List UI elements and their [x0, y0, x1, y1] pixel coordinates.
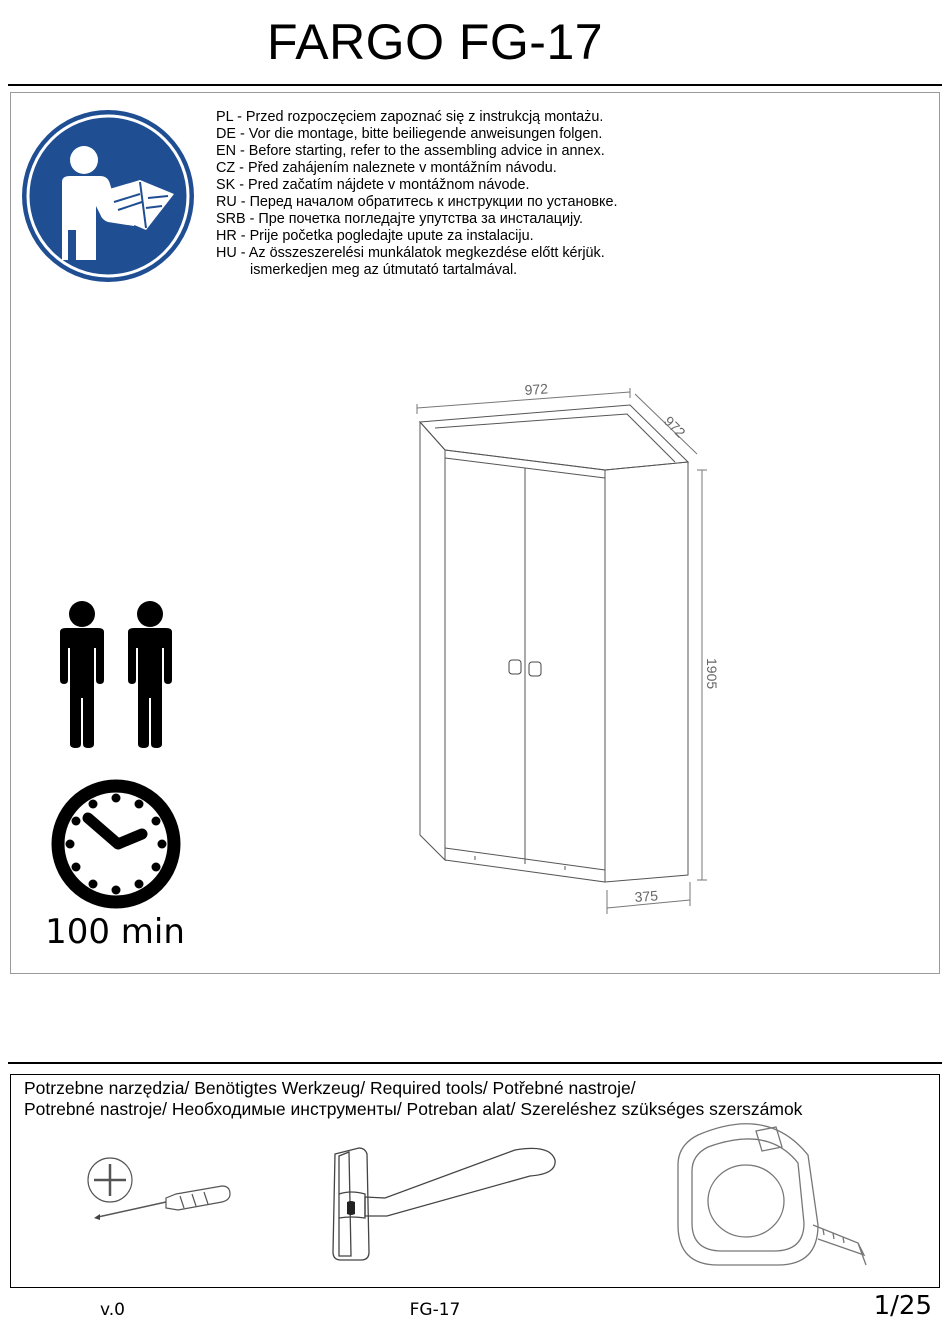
instruction-line-hu: HU - Az összeszerelési munkálatok megkezdése előtt kérjük. — [216, 245, 605, 261]
page-title: FARGO FG-17 — [266, 14, 604, 70]
hammer-icon — [325, 1142, 565, 1267]
page-number: 1/25 — [873, 1291, 932, 1321]
instruction-line-hu-cont: ismerkedjen meg az útmutató tartalmával. — [250, 262, 518, 278]
two-persons-icon — [50, 600, 182, 748]
wardrobe-drawing — [405, 370, 735, 920]
tools-heading-line-1: Potrzebne narzędzia/ Benötigtes Werkzeug/ Required tools/ Potřebné nastroje/ — [24, 1078, 636, 1098]
screwdriver-icon — [80, 1150, 240, 1230]
instruction-line-cz: CZ - Před zahájením naleznete v montážním návodu. — [216, 160, 557, 176]
read-manual-icon — [22, 110, 194, 282]
title-divider — [8, 84, 942, 86]
tools-heading-line-2: Potrebné nastroje/ Необходимые инструменты/ Potreban alat/ Szereléshez szükséges szerszámok — [24, 1099, 803, 1119]
instruction-line-en: EN - Before starting, refer to the assembling advice in annex. — [216, 143, 605, 159]
instruction-line-pl: PL - Przed rozpoczęciem zapoznać się z instrukcją montażu. — [216, 109, 604, 125]
instruction-line-de: DE - Vor die montage, bitte beiliegende anweisungen folgen. — [216, 126, 603, 142]
dim-width-label: 972 — [524, 380, 549, 398]
instruction-text — [216, 109, 916, 279]
version-label: v.0 — [100, 1300, 125, 1320]
dim-depth-label: 972 — [660, 412, 689, 441]
instruction-line-ru: RU - Перед началом обратитесь к инструкции по установке. — [216, 194, 618, 210]
tape-measure-icon — [668, 1115, 878, 1275]
instruction-line-sk: SK - Pred začatím nájdete v montážnom návode. — [216, 177, 530, 193]
tools-divider — [8, 1062, 942, 1064]
dim-height-label: 1905 — [704, 658, 720, 690]
assembly-time: 100 min — [45, 912, 185, 952]
product-code-label: FG-17 — [409, 1300, 461, 1320]
instruction-line-srb: SRB - Пре почетка погледајте упутства за инсталацију. — [216, 211, 584, 227]
dim-side-label: 375 — [634, 887, 659, 905]
tools-heading — [24, 1078, 802, 1120]
instruction-line-hr: HR - Prije početka pogledajte upute za instalaciju. — [216, 228, 534, 244]
clock-icon — [50, 778, 182, 910]
